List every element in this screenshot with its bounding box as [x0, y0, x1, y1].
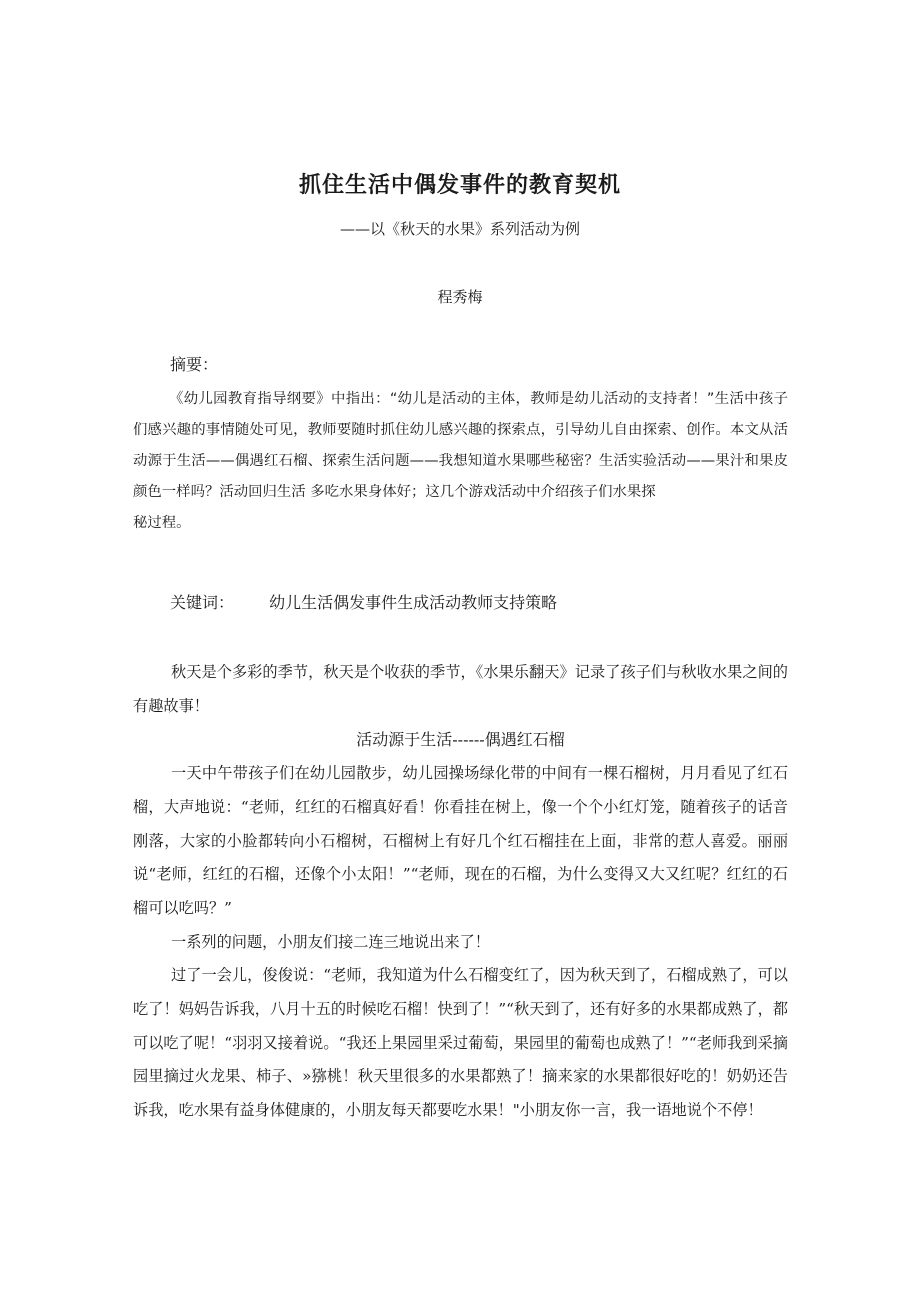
keywords-label: 关键词：: [170, 593, 235, 612]
author-name: 程秀梅: [437, 288, 483, 306]
abstract-block: [133, 384, 788, 539]
keywords-line: [170, 590, 557, 613]
intro-paragraph: 秋天是个多彩的季节，秋天是个收获的季节，《水果乐翻天》记录了孩子们与秋收水果之间的有趣故事！: [133, 663, 788, 715]
document-subtitle: ——以《秋天的水果》系列活动为例: [339, 220, 580, 238]
section-heading: 活动源于生活------偶遇红石榴: [356, 730, 565, 750]
body-paragraph: 一系列的问题，小朋友们接二连三地说出来了！: [171, 932, 490, 951]
document-title: 抓住生活中偶发事件的教育契机: [298, 173, 621, 198]
abstract-text: 《幼儿园教育指导纲要》中指出：“幼儿是活动的主体，教师是幼儿活动的支持者！”生活中孩子们感兴趣的事情随处可见，教师要随时抓住幼儿感兴趣的探索点，引导幼儿自由探索、创作。本文从活动源于生活——偶遇红石榴、探索生活问题——我想知道水果哪些秘密？生活实验活动——果汁和果皮颜色一样吗？活动回归生活 多吃水果身体好；这几个游戏活动中介绍孩子们水果探: [133, 391, 788, 500]
keywords-text: 幼儿生活偶发事件生成活动教师支持策略: [269, 593, 558, 612]
abstract-label: 摘要：: [170, 355, 219, 374]
abstract-tail: 秘过程。: [133, 515, 191, 531]
body-paragraph: 过了一会儿，俊俊说：“老师，我知道为什么石榴变红了，因为秋天到了，石榴成熟了，可以吃了！妈妈告诉我，八月十五的时候吃石榴！快到了！”“秋天到了，还有好多的水果都成熟了，都可以吃了呢！“羽羽又接着说。“我还上果园里采过葡萄，果园里的葡萄也成熟了！”“老师我到采摘园里摘过火龙果、柿子、»猕桃！秋天里很多的水果都熟了！摘来家的水果都很好吃的！奶奶还告诉我，吃水果有益身体健康的，小朋友每天都要吃水果！"小朋友你一言，我一语地说个不停！: [133, 966, 788, 1120]
body-paragraph: 一天中午带孩子们在幼儿园散步，幼儿园操场绿化带的中间有一棵石榴树，月月看见了红石榴，大声地说：“老师，红红的石榴真好看！你看挂在树上，像一个个小红灯笼，随着孩子的话音刚落，大家的小脸都转向小石榴树，石榴树上有好几个红石榴挂在上面，非常的惹人喜爱。丽丽说“老师，红红的石榴，还像个小太阳！”“老师，现在的石榴，为什么变得又大又红呢？红红的石榴可以吃吗？”: [133, 764, 788, 917]
body-text: [133, 656, 788, 1128]
